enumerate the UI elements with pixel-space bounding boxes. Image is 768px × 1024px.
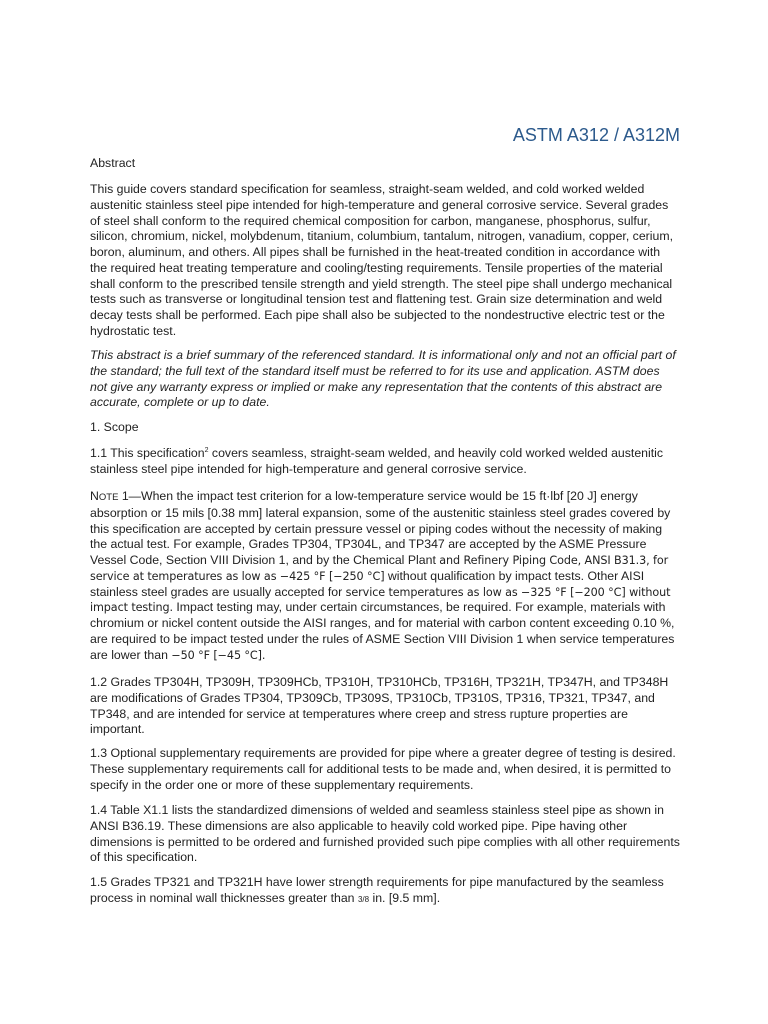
section-1-5 [90,875,680,908]
abstract-heading: Abstract [90,156,136,170]
note-text-d: service temperatures as low as −325 °F [−200 °C] without impact testing. [90,585,671,615]
note-text-e: Impact testing may, under certain circumstances, be required. For example, materials with chromium or nickel content outside the AISI ranges, and for material with carbon content exceeding 0.10 %, are required to be impact tested under the rules of ASME Section VIII Division 1 when service temperatures are lower than [90,600,675,662]
footnote-ref: 2 [204,446,209,454]
fraction-three-eighths: 3/8 [357,894,370,904]
scope-heading: 1. Scope [90,420,139,434]
section-1-2: 1.2 Grades TP304H, TP309H, TP309HCb, TP310H, TP310HCb, TP316H, TP321H, TP347H, and TP348H are modifications of Grades TP304, TP309Cb, TP309S, TP310Cb, TP310S, TP316, TP321, TP347, and TP348, and are intended for service at temperatures where creep and stress rupture properties are important. [90,675,669,737]
section-1-4: 1.4 Table X1.1 lists the standardized dimensions of welded and seamless stainless steel pipe as shown in ANSI B36.19. These dimensions are also applicable to heavily cold worked pipe. Pipe having other dimensions is permitted to be ordered and furnished provided such pipe complies with all other requirements of this specification. [90,803,680,865]
note-label-n: N [90,489,99,503]
abstract-body: This guide covers standard specification for seamless, straight-seam welded, and cold worked welded austenitic stainless steel pipe intended for high-temperature and general corrosive service. Several grades of steel shall conform to the required chemical composition for carbon, manganese, phosphorus, sulfur, silicon, chromium, nickel, molybdenum, titanium, columbium, tantalum, nitrogen, vanadium, copper, cerium, boron, aluminum, and others. All pipes shall be furnished in the heat-treated condition in accordance with the required heat treating temperature and cooling/testing requirements. Tensile properties of the material shall conform to the prescribed tensile strength and yield strength. The steel pipe shall undergo mechanical tests such as transverse or longitudinal tension test and flattening test. Grain size determination and weld decay tests shall be performed. Each pipe shall also be subjected to the nondestructive electric test or the hydrostatic test. [90,182,673,338]
section-1-5-unit: in. [9.5 mm]. [369,890,441,905]
note-text-c: without qualification by impact tests. Other AISI stainless steel grades are usually accepted for [90,568,645,599]
section-1-5-text: 1.5 Grades TP321 and TP321H have lower strength requirements for pipe manufactured by the seamless process in nominal wall thicknesses greater than [90,875,664,905]
section-1-1-lead: 1.1 This specification [90,446,205,460]
note-text-f: −50 °F [−45 °C]. [171,648,266,662]
note-text-b: and Refinery Piping Code, ANSI B31.3, for service at temperatures as low as −425 °F [−250 °C] [90,554,669,583]
section-1-1-text: covers seamless, straight-seam welded, and heavily cold worked welded austenitic stainless steel pipe intended for high-temperature and general corrosive service. [90,446,664,476]
note-label-ote: OTE [98,492,119,503]
note-1 [90,489,680,663]
abstract-disclaimer: This abstract is a brief summary of the referenced standard. It is informational only and not an official part of the standard; the full text of the standard itself must be referred to for its use and application. ASTM does not give any warranty express or implied or make any representation that the contents of this abstract are accurate, complete or up to date. [90,348,676,410]
note-text-a: 1—When the impact test criterion for a low-temperature service would be 15 ft·lbf [20 J] energy absorption or 15 mils [0.38 mm] lateral expansion, some of the austenitic stainless steel grades covered by this specification are accepted by certain pressure vessel or piping codes without the necessity of making the actual test. For example, Grades TP304, TP304L, and TP347 are accepted by the ASME Pressure Vessel Code, Section VIII Division 1, and by the Chemical Plant [90,489,671,567]
section-1-1 [90,446,680,478]
page-title: ASTM A312 / A312M [512,125,680,145]
section-1-3: 1.3 Optional supplementary requirements are provided for pipe where a greater degree of testing is desired. These supplementary requirements call for additional tests to be made and, when desired, it is permitted to specify in the order one or more of these supplementary requirements. [90,746,676,792]
